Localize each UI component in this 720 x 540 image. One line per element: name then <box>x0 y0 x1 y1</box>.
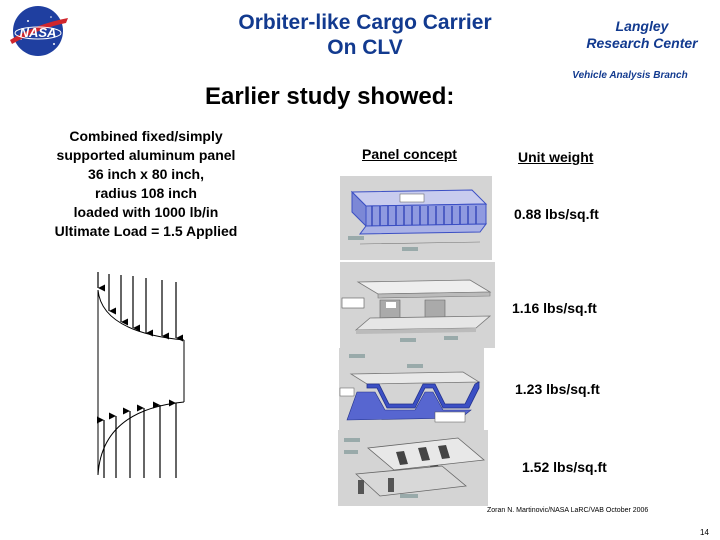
org-line-1: Langley <box>615 18 669 34</box>
title-line-1: Orbiter-like Cargo Carrier <box>238 11 492 34</box>
unit-weight-value: 1.23 lbs/sq.ft <box>515 381 600 397</box>
unit-weight-value: 1.16 lbs/sq.ft <box>512 300 597 316</box>
panel-concept-header: Panel concept <box>362 146 457 162</box>
description-line: Combined fixed/simply <box>69 128 223 144</box>
unit-weight-value: 1.52 lbs/sq.ft <box>522 459 607 475</box>
organization-name <box>572 18 712 52</box>
panel-concept-image-2 <box>340 262 495 348</box>
description-line: 36 inch x 80 inch, <box>88 166 204 182</box>
description-line: radius 108 inch <box>95 185 197 201</box>
load-arrows-bottom <box>104 403 176 478</box>
panel-concept-image-4 <box>338 430 488 506</box>
description-line: supported aluminum panel <box>56 147 236 163</box>
slide-title <box>200 10 530 60</box>
load-diagram <box>84 270 194 480</box>
panel-concept-image-1 <box>340 176 492 260</box>
nasa-logo-text: NASA <box>19 25 57 40</box>
description-line: Ultimate Load = 1.5 Applied <box>54 223 238 239</box>
unit-weight-value: 0.88 lbs/sq.ft <box>514 206 599 222</box>
section-heading: Earlier study showed: <box>205 83 455 110</box>
panel-outline <box>98 290 184 475</box>
branch-name: Vehicle Analysis Branch <box>572 70 688 81</box>
unit-weight-header: Unit weight <box>518 149 594 165</box>
load-arrows-top <box>98 272 176 338</box>
page-number: 14 <box>700 528 709 537</box>
panel-concept-image-3 <box>339 348 484 430</box>
title-line-2: On CLV <box>327 36 403 59</box>
panel-description <box>18 127 274 241</box>
author-credit: Zoran N. Martinovic/NASA LaRC/VAB October 2006 <box>487 507 649 514</box>
org-line-2: Research Center <box>586 35 698 51</box>
nasa-logo <box>6 4 70 58</box>
description-line: loaded with 1000 lb/in <box>73 204 219 220</box>
